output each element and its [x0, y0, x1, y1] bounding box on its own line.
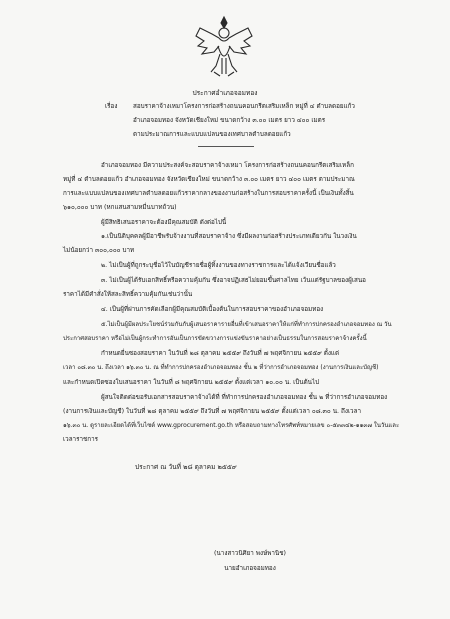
issuer-heading: ประกาศอำเภอจอมทอง — [192, 89, 258, 97]
paragraph-line: เวลาราชการ — [63, 436, 99, 443]
paragraph-line: ไม่น้อยกว่า ๓๐๐,๐๐๐ บาท — [63, 247, 135, 254]
paragraph-line: ราคาได้มีคำสั่งให้สละสิทธิ์ความคุ้มกันเช่นว่านั้น — [63, 291, 193, 298]
paragraph-line: และกำหนดเปิดซองใบเสนอราคา ในวันที่ ๘ พฤศจิกายน ๒๕๕๙ ตั้งแต่เวลา ๑๐.๐๐ น. เป็นต้นไป — [63, 379, 320, 386]
paragraph-line: ๕.ไม่เป็นผู้มีผลประโยชน์ร่วมกันกับผู้เสนอราคารายอื่นที่เข้าเสนอราคาให้แก่ที่ทำการปกครองอำเภอจอมทอง ณ วัน — [101, 321, 392, 328]
garuda-emblem-icon — [192, 14, 256, 80]
paragraph-line: หมู่ที่ ๔ ตำบลดอยแก้ว อำเภอจอมทอง จังหวัดเชียงใหม่ ขนาดกว้าง ๓.๐๐ เมตร ยาว ๔๐๐ เมตร ตามประมาณ — [63, 176, 355, 183]
signer-title: นายอำเภอจอมทอง — [224, 565, 276, 572]
paragraph-line: กำหนดยื่นซองสอบราคา ในวันที่ ๒๘ ตุลาคม ๒๕๕๙ ถึงวันที่ ๗ พฤศจิกายน ๒๕๕๙ ตั้งแต่ — [101, 350, 340, 357]
paragraph-line: อำเภอจอมทอง มีความประสงค์จะสอบราคาจ้างเหมา โครงการก่อสร้างถนนคอนกรีตเสริมเหล็ก — [101, 162, 354, 169]
subject-line-2: อำเภอจอมทอง จังหวัดเชียงใหม่ ขนาดกว้าง ๓.๐๐ เมตร ยาว ๔๐๐ เมตร — [133, 117, 326, 124]
subject-line-3: ตามประมาณการและแบบแปลนของเทศบาลตำบลดอยแก้ว — [133, 131, 291, 138]
qualification-heading: ผู้มีสิทธิเสนอราคาจะต้องมีคุณสมบัติ ดังต่อไปนี้ — [101, 219, 227, 226]
subject-line-1: สอบราคาจ้างเหมาโครงการก่อสร้างถนนคอนกรีตเสริมเหล็ก หมู่ที่ ๔ ตำบลดอยแก้ว — [133, 103, 355, 110]
paragraph-line: ผู้สนใจติดต่อขอรับเอกสารสอบราคาจ้างได้ที่ ที่ทำการปกครองอำเภอจอมทอง ชั้น ๒ ที่ว่าการอำเภอจอมทอง — [101, 394, 388, 401]
subject-label: เรื่อง — [105, 103, 118, 110]
announcement-date: ประกาศ ณ วันที่ ๒๘ ตุลาคม ๒๕๕๙ — [135, 463, 237, 471]
paragraph-line: (งานการเงินและบัญชี) ในวันที่ ๒๘ ตุลาคม ๒๕๕๙ ถึงวันที่ ๗ พฤศจิกายน ๒๕๕๙ ตั้งแต่เวลา ๐๘.๓๐ น. ถึงเวลา — [63, 408, 361, 415]
paragraph-line: ๑๖.๓๐ น. ดูรายละเอียดได้ที่เว็บไซต์ www.gprocurement.go.th หรือสอบถามทางโทรศัพท์หมายเลข ๐-๕๓๓๔๒-๑๑๓๗ ในวันและ — [63, 422, 400, 429]
paragraph-line: การและแบบแปลนของเทศบาลตำบลดอยแก้วราคากลางของงานก่อสร้างในการสอบราคาครั้งนี้ เป็นเงินทั้งสิ้น — [63, 190, 354, 197]
paragraph-line: ๖๑๐,๐๐๐ บาท (หกแสนสามหมื่นบาทถ้วน) — [63, 204, 177, 211]
paragraph-line: เวลา ๐๘.๓๐ น. ถึงเวลา ๑๖.๓๐ น. ณ ที่ทำการปกครองอำเภอจอมทอง ชั้น ๒ ที่ว่าการอำเภอจอมทอง (งานการเงินและบัญชี) — [63, 364, 379, 371]
paragraph-line: ๒. ไม่เป็นผู้ที่ถูกระบุชื่อไว้ในบัญชีรายชื่อผู้ทิ้งงานของทางราชการและได้แจ้งเวียนชื่อแล้ว — [101, 262, 336, 269]
paragraph-line: ๓. ไม่เป็นผู้ได้รับเอกสิทธิ์หรือความคุ้มกัน ซึ่งอาจปฏิเสธไม่ยอมขึ้นศาลไทย เว้นแต่รัฐบาลของผู้เสนอ — [101, 277, 366, 284]
paragraph-line: ๑.เป็นนิติบุคคลผู้มีอาชีพรับจ้างงานที่สอบราคาจ้าง ซึ่งมีผลงานก่อสร้างประเภทเดียวกัน ในวงเงิน — [101, 233, 357, 240]
paragraph-line: ประกาศสอบราคา หรือไม่เป็นผู้กระทำการอันเป็นการขัดขวางการแข่งขันราคาอย่างเป็นธรรมในการสอบราคาจ้างครั้งนี้ — [63, 335, 367, 342]
divider — [198, 146, 254, 147]
paragraph-line: ๔. เป็นผู้ที่ผ่านการคัดเลือกผู้มีคุณสมบัติเบื้องต้นในการสอบราคาของอำเภอจอมทอง — [101, 306, 324, 313]
signer-name: (นางสาวนิศิยา พงษ์พานิช) — [214, 550, 286, 557]
